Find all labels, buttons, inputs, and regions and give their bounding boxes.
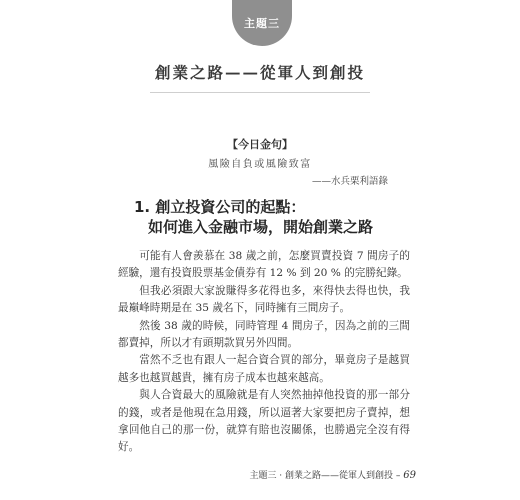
chapter-badge: 主題三 xyxy=(232,0,292,46)
quote-text: 風險自負或風險致富 xyxy=(208,159,312,170)
paragraph: 然後 38 歲的時候，同時管理 4 間房子，因為之前的三間都賣掉，所以才有頭期款買另外四間。 xyxy=(118,319,410,350)
paragraph: 可能有人會羨慕在 38 歲之前，怎麼買賣投資 7 間房子的經驗，還有投資股票基金債券有 12 % 到 20 % 的完勝紀錄。 xyxy=(118,250,410,280)
running-head: 主題三 · 創業之路——從軍人到創投 – xyxy=(249,471,401,481)
quote-author: ——水兵栗利語錄 xyxy=(311,176,388,187)
title-divider xyxy=(150,92,370,93)
page-footer xyxy=(249,468,416,481)
quote-label: 【今日金句】 xyxy=(227,138,293,151)
paragraph: 但我必須跟大家說賺得多花得也多，來得快去得也快，我最巔峰時期是在 35 歲名下，同時擁有三間房子。 xyxy=(118,284,410,315)
section-heading-line1: 1. 創立投資公司的起點： xyxy=(134,198,306,216)
section-heading-line2: 如何進入金融市場，開始創業之路 xyxy=(148,218,374,236)
chapter-title: 創業之路——從軍人到創投 xyxy=(154,63,365,82)
paragraph: 與人合資最大的風險就是有人突然抽掉他投資的那一部分的錢，或者是他現在急用錢，所以逼著大家要把房子賣掉，想拿回他自己的那一份，就算有賠也沒關係，也勝過完全沒有得好。 xyxy=(118,389,410,454)
page-number: 69 xyxy=(403,470,416,481)
body-text xyxy=(118,248,410,457)
paragraph: 當然不乏也有跟人一起合資合買的部分，畢竟房子是越買越多也越買越貴，擁有房子成本也越來越高。 xyxy=(118,354,410,384)
